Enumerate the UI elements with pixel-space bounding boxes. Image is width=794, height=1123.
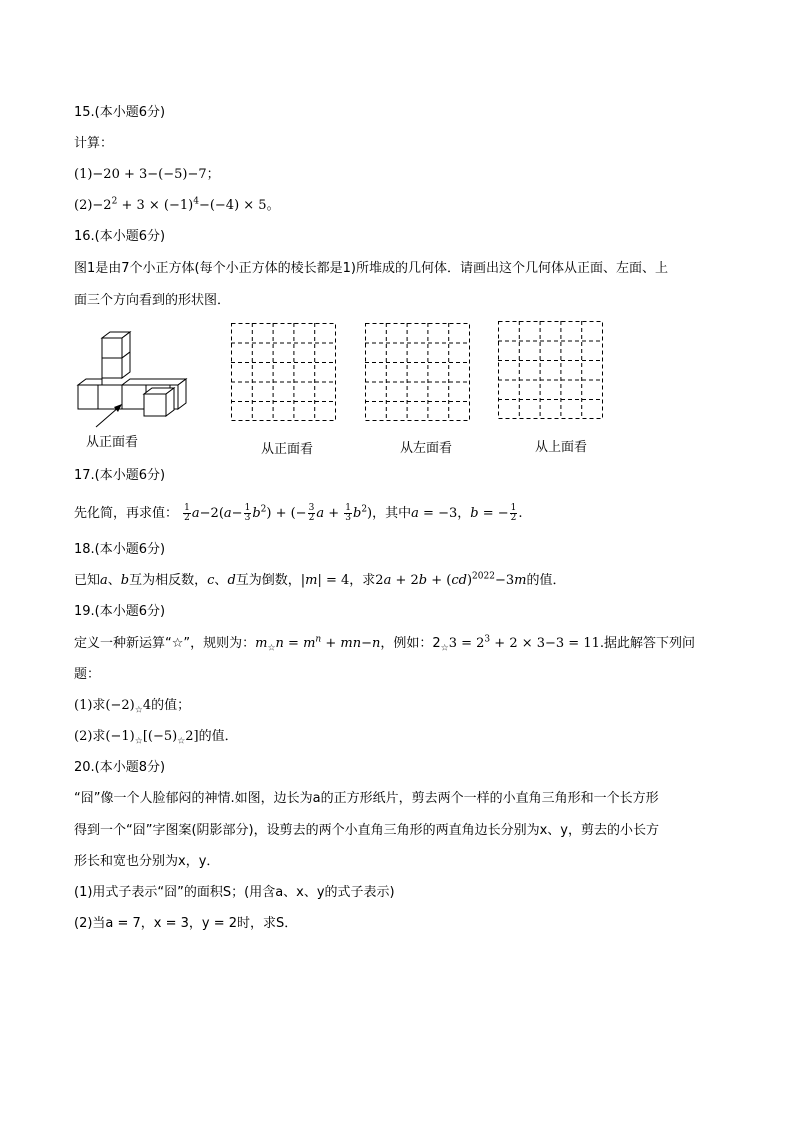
q15-header: 15.(本小题6分) [74, 105, 166, 120]
q18-header: 18.(本小题6分) [74, 542, 166, 557]
q16-text-line2: 面三个方向看到的形状图． [74, 293, 231, 308]
q19-definition-line2: 题： [74, 667, 101, 682]
q16-text-line1: 图1是由7个小正方体(每个小正方体的棱长都是1)所堆成的几何体．请画出这个几何体从正面、左面、上 [74, 261, 668, 276]
q15-part2: $(2)-2^2 + 3 \times (-1)^4-(-4) \times 5$。 [74, 196, 280, 213]
q20-text-line3: 形长和宽也分别为x，y． [74, 854, 220, 869]
q20-text-line1: “囧”像一个人脸郁闷的神情.如图，边长为a的正方形纸片，剪去两个一样的小直角三角形和一个长方形 [74, 791, 659, 806]
cube-figure-caption: 从正面看 [86, 435, 139, 450]
q19-part2: (2)求$(-1)_☆[(-5)_☆2]$的值． [74, 729, 238, 747]
q15-part1: (1)−20 + 3−(−5)−7； [74, 167, 220, 182]
cube-figure [70, 330, 200, 440]
q20-part2: (2)当a = 7，x = 3，y = 2时，求S． [74, 916, 298, 931]
q19-part1: (1)求$(-2)_☆4$的值； [74, 698, 191, 716]
q15-intro: 计算： [74, 136, 114, 151]
grid-top[interactable] [498, 321, 604, 421]
q16-header: 16.(本小题6分) [74, 229, 166, 244]
q19-header: 19.(本小题6分) [74, 604, 166, 619]
q17-expression: 先化简，再求值： $\frac{1}{2}$ a−2(a− $\frac{1}{3}$ $b^2$) + (− $\frac{3}{2}$ a + $\frac{1}{3}$ $b^2$)，其中a = −3，b = − $\frac{1}{2}$ . [74, 503, 523, 523]
q17-header: 17.(本小题6分) [74, 468, 166, 483]
q18-text: 已知a、b互为相反数，c、d互为倒数，|m| = 4，求2a + 2b + (cd)$^{2022}$−3m的值． [74, 571, 566, 588]
q19-definition: 定义一种新运算“☆”，规则为：$m_☆n = m^n + mn-n$，例如：$2_☆3 = 2^3 + 2 \times 3-3 = 11$.据此解答下列问 [74, 634, 696, 654]
grid-left-caption: 从左面看 [400, 441, 453, 456]
grid-front[interactable] [231, 323, 337, 423]
grid-front-caption: 从正面看 [261, 442, 314, 457]
grid-left[interactable] [365, 323, 471, 423]
q20-text-line2: 得到一个“囧”字图案(阴影部分)，设剪去的两个小直角三角形的两直角边长分别为x、y，剪去的小长方 [74, 823, 660, 838]
q20-part1: (1)用式子表示“囧”的面积S；(用含a、x、y的式子表示) [74, 885, 395, 900]
q20-header: 20.(本小题8分) [74, 760, 166, 775]
grid-top-caption: 从上面看 [535, 440, 588, 455]
